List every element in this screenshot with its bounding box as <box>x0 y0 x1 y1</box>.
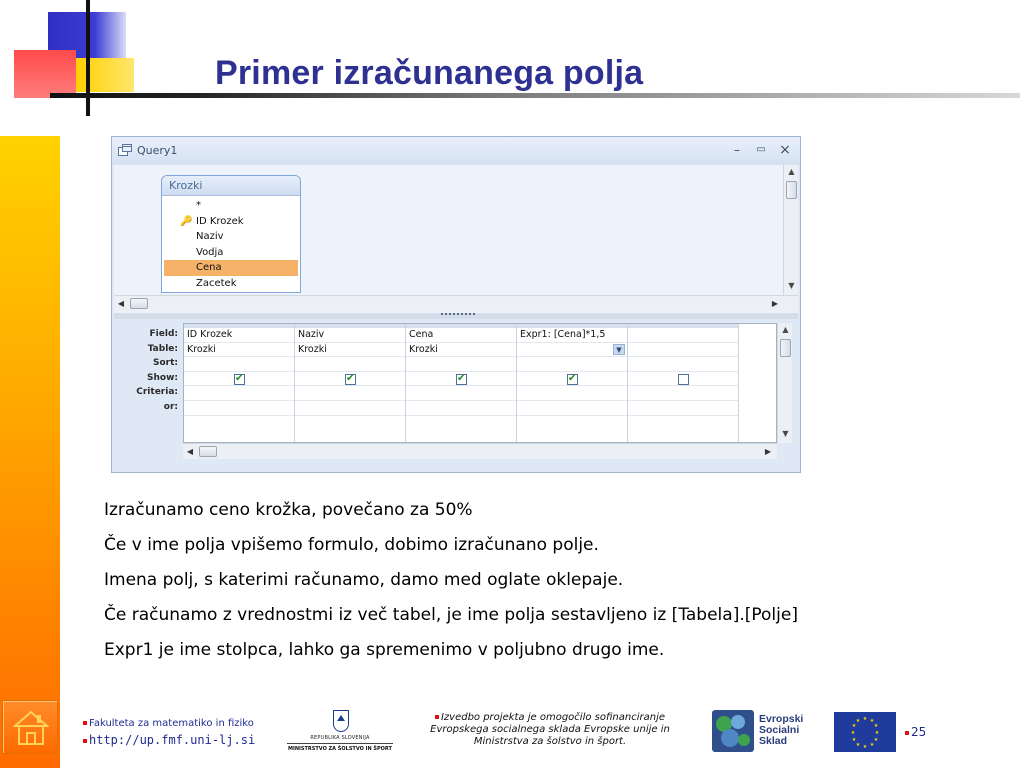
grid-cell-sort[interactable] <box>406 357 516 372</box>
row-label-table: Table: <box>147 343 178 354</box>
grid-cell-table[interactable]: Krozki <box>184 343 294 358</box>
scroll-right-arrow[interactable]: ▶ <box>771 299 779 308</box>
grid-cell-criteria[interactable] <box>628 386 738 401</box>
ministry-logo-rule <box>287 743 393 744</box>
bullet-marker <box>83 739 87 743</box>
scroll-thumb[interactable] <box>780 339 791 357</box>
show-checkbox[interactable] <box>678 374 689 385</box>
scroll-thumb[interactable] <box>786 181 797 199</box>
decor-horizontal-line <box>50 93 1020 98</box>
query-icon <box>118 144 132 156</box>
field-list-item[interactable]: Zacetek <box>196 277 237 289</box>
field-list <box>162 196 300 291</box>
ministry-logo-line2: MINISTRSTVO ZA ŠOLSTVO IN ŠPORT <box>288 746 392 752</box>
grid-cell-sort[interactable] <box>295 357 405 372</box>
minimize-button[interactable]: – <box>734 143 740 157</box>
scroll-up-arrow[interactable]: ▲ <box>782 325 789 334</box>
svg-text:★: ★ <box>873 723 879 729</box>
decor-yellow-square <box>76 58 134 92</box>
bullet-marker <box>435 715 439 719</box>
window-titlebar <box>112 137 800 165</box>
table-pane-vscrollbar[interactable] <box>783 165 798 295</box>
slovenia-crest-icon <box>333 710 349 732</box>
grid-cell-criteria[interactable] <box>295 386 405 401</box>
row-label-show: Show: <box>147 372 178 383</box>
grid-cell-sort[interactable] <box>628 357 738 372</box>
slide-body <box>104 500 912 675</box>
home-button[interactable] <box>2 700 58 754</box>
svg-text:★: ★ <box>862 716 868 722</box>
funding-note: Izvedbo projekta je omogočilo sofinanciranje Evropskega socialnega sklada Evropske unije in Ministrstva za šolstvo in šport. <box>430 712 670 747</box>
svg-text:★: ★ <box>869 718 875 724</box>
restore-button[interactable]: ▭ <box>756 144 766 155</box>
table-pane <box>114 165 798 313</box>
grid-cell-or[interactable] <box>184 401 294 416</box>
svg-text:★: ★ <box>855 742 861 748</box>
grid-cell-criteria[interactable] <box>184 386 294 401</box>
page-number: 25 <box>905 725 926 739</box>
body-paragraph: Imena polj, s katerimi računamo, damo med oglate oklepaje. <box>104 570 624 590</box>
home-icon <box>13 709 49 747</box>
grid-cell-field[interactable]: ID Krozek <box>184 324 294 343</box>
chevron-down-icon[interactable]: ▼ <box>613 344 625 355</box>
svg-text:★: ★ <box>851 723 857 729</box>
grid-cell-criteria[interactable] <box>406 386 516 401</box>
faculty-url-link[interactable]: http://up.fmf.uni-lj.si <box>89 733 256 747</box>
query-design-window <box>111 136 801 473</box>
grid-cell-sort[interactable] <box>184 357 294 372</box>
bullet-marker <box>83 721 87 725</box>
grid-column <box>184 324 295 443</box>
ministry-logo-line1: REPUBLIKA SLOVENIJA <box>310 735 370 741</box>
grid-cell-field[interactable]: Expr1: [Cena]*1,5 <box>517 324 627 343</box>
grid-column-active <box>517 324 628 443</box>
svg-text:★: ★ <box>874 730 880 736</box>
faculty-name: Fakulteta za matematiko in fiziko <box>89 718 254 729</box>
grid-vscrollbar[interactable] <box>777 323 792 443</box>
row-label-criteria: Criteria: <box>136 387 178 398</box>
svg-text:★: ★ <box>850 730 856 736</box>
grid-cell-show <box>517 372 627 387</box>
scroll-thumb[interactable] <box>130 298 148 309</box>
row-label-sort: Sort: <box>152 358 178 369</box>
field-list-item[interactable]: Naziv <box>196 231 224 242</box>
bullet-marker <box>905 731 909 735</box>
footer-faculty-block <box>83 716 255 750</box>
grid-cell-or[interactable] <box>406 401 516 416</box>
esf-mark-icon <box>712 710 754 752</box>
design-grid <box>183 323 777 443</box>
grid-cell-or[interactable] <box>517 401 627 416</box>
field-list-item[interactable]: Vodja <box>196 246 224 258</box>
scroll-down-arrow[interactable]: ▼ <box>782 429 789 438</box>
grid-cell-table[interactable]: Krozki <box>406 343 516 358</box>
grid-cell-table[interactable]: Krozki <box>295 343 405 358</box>
grid-cell-field[interactable] <box>628 324 738 343</box>
grid-cell-or[interactable] <box>628 401 738 416</box>
svg-text:★: ★ <box>862 744 868 750</box>
body-paragraph: Če računamo z vrednostmi iz več tabel, je ime polja sestavljeno iz [Tabela].[Polje] <box>104 605 798 625</box>
row-label-field: Field: <box>149 329 178 339</box>
grid-cell-table[interactable] <box>628 343 738 358</box>
grid-cell-criteria[interactable] <box>517 386 627 401</box>
scroll-thumb[interactable] <box>199 446 217 457</box>
grid-row-labels <box>114 327 180 415</box>
slide-title: Primer izračunanega polja <box>215 54 644 92</box>
decor-vertical-line <box>86 0 90 116</box>
scroll-down-arrow[interactable]: ▼ <box>788 281 795 290</box>
grid-cell-show <box>184 372 294 387</box>
grid-column <box>295 324 406 443</box>
grid-column <box>406 324 517 443</box>
scroll-left-arrow[interactable]: ◀ <box>117 299 125 308</box>
grid-cell-show <box>406 372 516 387</box>
table-box-krozki[interactable] <box>161 175 301 293</box>
primary-key-icon: 🔑 <box>180 215 193 227</box>
splitter-grip[interactable] <box>441 313 475 318</box>
body-paragraph: Izračunamo ceno krožka, povečano za 50% <box>104 500 473 520</box>
scroll-up-arrow[interactable]: ▲ <box>788 167 795 176</box>
scroll-left-arrow[interactable]: ◀ <box>186 447 194 456</box>
ministry-logo <box>287 710 393 756</box>
esf-logo-text: Evropski Socialni Sklad <box>759 713 804 747</box>
show-checkbox[interactable] <box>234 374 245 385</box>
sidebar-gradient <box>0 136 60 768</box>
decor-red-square <box>14 50 76 98</box>
field-list-item-selected[interactable]: Cena <box>164 260 298 276</box>
esf-logo <box>710 708 810 754</box>
grid-cell-sort[interactable] <box>517 357 627 372</box>
svg-text:★: ★ <box>855 718 861 724</box>
grid-column <box>628 324 739 443</box>
close-button[interactable]: × <box>779 142 791 158</box>
grid-cell-or[interactable] <box>295 401 405 416</box>
body-paragraph: Expr1 je ime stolpca, lahko ga spremenimo v poljubno drugo ime. <box>104 640 665 660</box>
grid-cell-table[interactable] <box>517 343 627 358</box>
svg-text:★: ★ <box>869 742 875 748</box>
grid-cell-field[interactable]: Cena <box>406 324 516 343</box>
eu-flag-icon <box>834 712 896 752</box>
grid-hscrollbar[interactable] <box>183 443 777 459</box>
show-checkbox[interactable] <box>567 374 578 385</box>
svg-text:★: ★ <box>873 737 879 743</box>
show-checkbox[interactable] <box>456 374 467 385</box>
grid-cell-show <box>628 372 738 387</box>
scroll-right-arrow[interactable]: ▶ <box>764 447 772 456</box>
row-label-or: or: <box>163 401 178 412</box>
grid-column <box>739 324 777 443</box>
field-list-item[interactable]: 🔑 ID Krozek <box>164 214 298 230</box>
grid-cell-show <box>295 372 405 387</box>
table-pane-hscrollbar[interactable] <box>114 295 798 311</box>
field-list-item[interactable]: * <box>196 200 201 211</box>
design-grid-pane <box>114 319 798 469</box>
svg-text:★: ★ <box>851 737 857 743</box>
grid-cell-field[interactable]: Naziv <box>295 324 405 343</box>
body-paragraph: Če v ime polja vpišemo formulo, dobimo izračunano polje. <box>104 535 599 555</box>
window-title: Query1 <box>137 144 178 157</box>
table-box-title[interactable]: Krozki <box>162 176 300 196</box>
show-checkbox[interactable] <box>345 374 356 385</box>
